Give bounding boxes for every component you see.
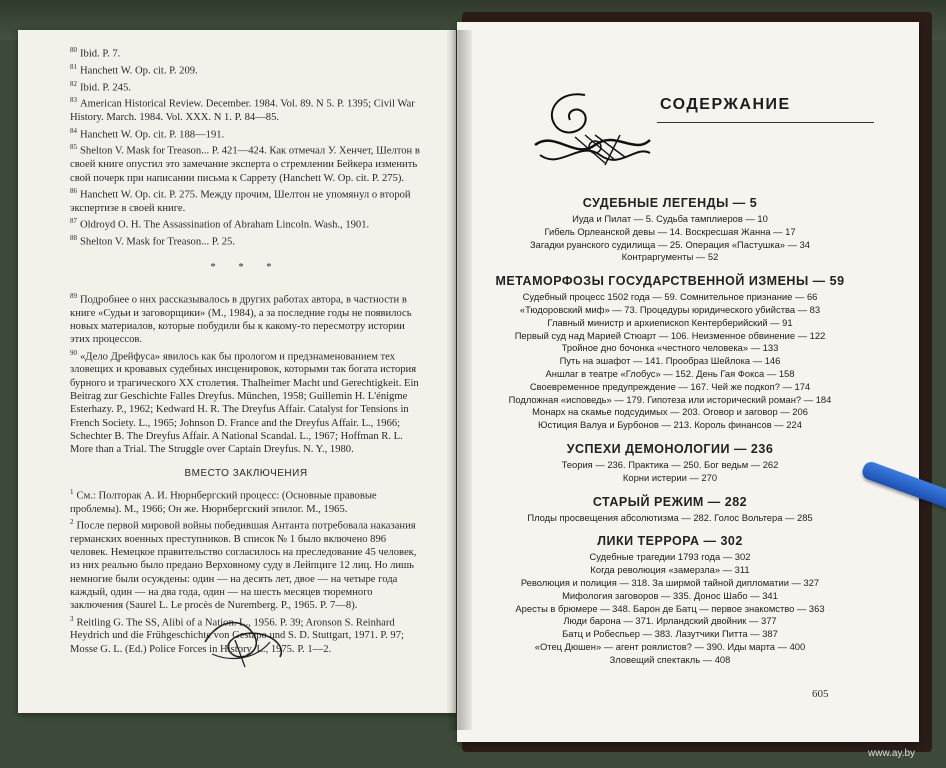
watermark-text: www.ay.by — [868, 748, 916, 759]
toc-entry: «Тюдоровский миф» — 73. Процедуры юридического убийства — 83 — [519, 303, 821, 315]
toc-section-heading: УСПЕХИ ДЕМОНОЛОГИИ — 236 — [566, 441, 774, 456]
toc-entry: Аншлаг в театре «Глобус» — 152. День Гая Фокса — 158 — [545, 367, 795, 379]
toc-entry: «Отец Дюшен» — агент роялистов? — 390. Иды марта — 400 — [534, 640, 806, 652]
toc-entry: Своевременное предупреждение — 167. Чей же подкоп? — 174 — [529, 380, 811, 392]
footnote — [70, 347, 422, 457]
toc-entry: Когда революция «замерзла» — 311 — [590, 564, 750, 576]
toc-section-heading: СТАРЫЙ РЕЖИМ — 282 — [592, 494, 748, 509]
footnote-text: Ibid. P. 245. — [80, 82, 131, 94]
footnote-number: 88 — [70, 233, 77, 242]
footnote — [70, 94, 422, 124]
footnote-number: 80 — [70, 46, 77, 54]
toc-section-heading: СУДЕБНЫЕ ЛЕГЕНДЫ — 5 — [582, 196, 758, 210]
toc-entry: Теория — 236. Практика — 250. Бог ведьм — 262 — [561, 458, 779, 470]
toc-entry: Монарх на скамье подсудимых — 203. Оговор и заговор — 206 — [532, 406, 808, 418]
footnote-number: 90 — [70, 348, 77, 357]
toc-entry: Аресты в брюмере — 348. Барон де Батц — первое знакомство — 363 — [515, 602, 825, 614]
toc-entry: Первый суд над Марией Стюарт — 106. Неизменное обвинение — 122 — [514, 329, 826, 341]
footnote-text: Hanchett W. Op. cit. P. 188—191. — [80, 129, 225, 141]
footnote-number: 1 — [70, 487, 74, 496]
footnote-number: 87 — [70, 216, 77, 225]
footnote-number: 84 — [70, 126, 77, 135]
footnote-number: 3 — [70, 614, 74, 623]
spine-shadow — [446, 30, 472, 730]
table-of-contents — [470, 196, 870, 677]
title-rule — [657, 122, 874, 123]
footnote — [70, 486, 422, 516]
footnote-text: Reitling G. The SS, Alibi of a Nation. L., 1956. P. 39; Aronson S. Reinhard Heydrich und die Frühgeschichte von Gestapo und S. D. Stuttgart, 1971. P. 97; Mosse G. L. (Ed.) Police Forces in History. L., 1975. P. 1—2. — [70, 617, 404, 655]
footnote — [70, 215, 422, 232]
footnote-text: После первой мировой войны победившая Антанта потребовала наказания германских военных преступников. В список № 1 было включено 896 человек. Немецкое правительство согласилось на преследование 45 человек, из них реально было предано Верховному суду в Лейпциге 12 лиц. Но лишь немногие были осуждены: один — на десять лет, двое — на четыре года каждый, один — на два года, один — на шесть месяцев тюремного заключения (Saurel L. Le procès de Nuremberg. P., 1965. P. 7—8). — [70, 520, 417, 612]
toc-entry: Подложная «исповедь» — 179. Гипотеза или исторический роман? — 184 — [508, 393, 832, 405]
toc-entry: Судебные трагедии 1793 года — 302 — [589, 551, 751, 563]
toc-entry: Иуда и Пилат — 5. Судьба тамплиеров — 10 — [572, 213, 768, 224]
footnote-text: Hanchett W. Op. cit. P. 275. Между прочим, Шелтон не упомянул о второй экспертизе в своей книге. — [70, 189, 411, 214]
footnote-number: 81 — [70, 62, 77, 71]
toc-entry: Революция и полиция — 318. За ширмой тайной дипломатии — 327 — [520, 576, 820, 588]
section-heading: ВМЕСТО ЗАКЛЮЧЕНИЯ — [184, 467, 308, 479]
calligraphic-ornament-icon — [525, 85, 655, 175]
page-number: 605 — [812, 688, 829, 700]
toc-entry: Загадки руанского судилища — 25. Операция «Пастушка» — 34 — [529, 238, 811, 250]
footnote — [70, 44, 422, 61]
toc-gap — [470, 667, 870, 677]
footnote — [70, 61, 422, 78]
toc-entry: Тройное дно бочонка «честного человека» — 133 — [561, 342, 779, 354]
notes-group-1 — [70, 44, 422, 249]
footnote — [70, 185, 422, 215]
toc-entry: Контраргументы — 52 — [621, 251, 719, 263]
footnote — [70, 516, 422, 613]
footnote-number: 2 — [70, 517, 74, 526]
footnote — [70, 290, 422, 347]
footnote — [70, 125, 422, 142]
toc-entry: Путь на эшафот — 141. Прообраз Шейлока — 146 — [559, 355, 781, 367]
toc-entry: Судебный процесс 1502 года — 59. Сомнительное признание — 66 — [522, 291, 818, 303]
footnote-text: American Historical Review. December. 1984. Vol. 89. N 5. P. 1395; Civil War History. March. 1984. Vol. XXX. N 1. P. 84—85. — [70, 99, 415, 124]
toc-entry: Гибель Орлеанской девы — 14. Воскресшая Жанна — 17 — [544, 225, 796, 237]
toc-gap — [470, 432, 870, 442]
footnote-text: Oldroyd O. H. The Assassination of Abraham Lincoln. Wash., 1901. — [80, 219, 370, 231]
toc-gap — [470, 485, 870, 495]
footnote-number: 86 — [70, 186, 77, 195]
toc-entry: Главный министр и архиепископ Кентерберийский — 91 — [547, 316, 793, 328]
toc-section-heading: ЛИКИ ТЕРРОРА — 302 — [597, 534, 743, 549]
toc-gap — [470, 264, 870, 274]
footnote — [70, 141, 422, 184]
toc-entry: Батц и Робеспьер — 383. Лазутчики Питта — 387 — [562, 628, 778, 640]
toc-entry: Мифология заговоров — 335. Донос Шабо — 341 — [562, 589, 778, 601]
footnote-text: Ibid. P. 7. — [80, 48, 121, 60]
footnote — [70, 232, 422, 249]
footnote-text: Shelton V. Mask for Treason... P. 421—424. Как отмечал У. Хенчет, Шелтон в своей книге опустил это замечание эксперта о стремлении Бейкера изменить свой почерк при написании письма к Саррету (Hanchett W. Op. cit. P. 275). — [70, 145, 420, 184]
page-title: СОДЕРЖАНИЕ — [660, 96, 791, 113]
footnote-text: Hanchett W. Op. cit. P. 209. — [80, 65, 198, 77]
footnote-number: 89 — [70, 291, 77, 300]
toc-section-heading: МЕТАМОРФОЗЫ ГОСУДАРСТВЕННОЙ ИЗМЕНЫ — 59 — [495, 274, 845, 289]
footnote-number: 85 — [70, 143, 77, 152]
toc-gap — [470, 524, 870, 534]
flourish-ornament-icon — [200, 612, 290, 672]
footnote-number: 82 — [70, 79, 77, 88]
toc-entry: Плоды просвещения абсолютизма — 282. Голос Вольтера — 285 — [527, 511, 813, 523]
toc-entry: Зловещий спектакль — 408 — [609, 653, 731, 665]
toc-entry: Люди барона — 371. Ирландский двойник — 377 — [563, 615, 777, 627]
footnote-number: 83 — [70, 96, 77, 105]
toc-entry: Юстиция Валуа и Бурбонов — 213. Король финансов — 224 — [538, 419, 802, 431]
footnote-text: См.: Полторак А. И. Нюрнбергский процесс: (Основные правовые проблемы). М., 1966; Он же. Нюрнбергский эпилог. М., 1965. — [70, 490, 377, 515]
separator-stars: * * * — [210, 261, 282, 273]
toc-entry: Корни истерии — 270 — [622, 471, 718, 483]
notes-group-2 — [70, 290, 422, 457]
footnote-text: Подробнее о них рассказывалось в других работах автора, в частности в книге «Судьи и заговорщики» (М., 1984), а за последние годы не появилось новых материалов, которые побудили бы к какому-то пересмотру истории этих процессов. — [70, 294, 412, 346]
left-page-notes — [70, 44, 422, 656]
footnote-text: Shelton V. Mask for Treason... P. 25. — [80, 236, 236, 248]
footnote-text: «Дело Дрейфуса» явилось как бы прологом и предзнаменованием тех зловещих и кровавых судебных инсценировок, которыми так богата история бурного и трагического XX столетия. Thalheimer Macht und Gerechtigkeit. Ein Beitrag zur Geschichte Falles Dreyfus. München, 1958; Guillemin H. L'énigme Esterhazy. P., 1962; Kedward H. R. The Dreyfus Affair. Catalyst for Tensions in French Society. L., 1965; Johnson D. France and the Dreyfus Affair. L., 1966; Schechter B. The Dreyfus Affair. A National Scandal. L., 1967; Hoffman R. L. More than a Trial. The Struggle over Captain Dreyfus. N. Y., 1980. — [70, 351, 419, 456]
footnote — [70, 78, 422, 95]
